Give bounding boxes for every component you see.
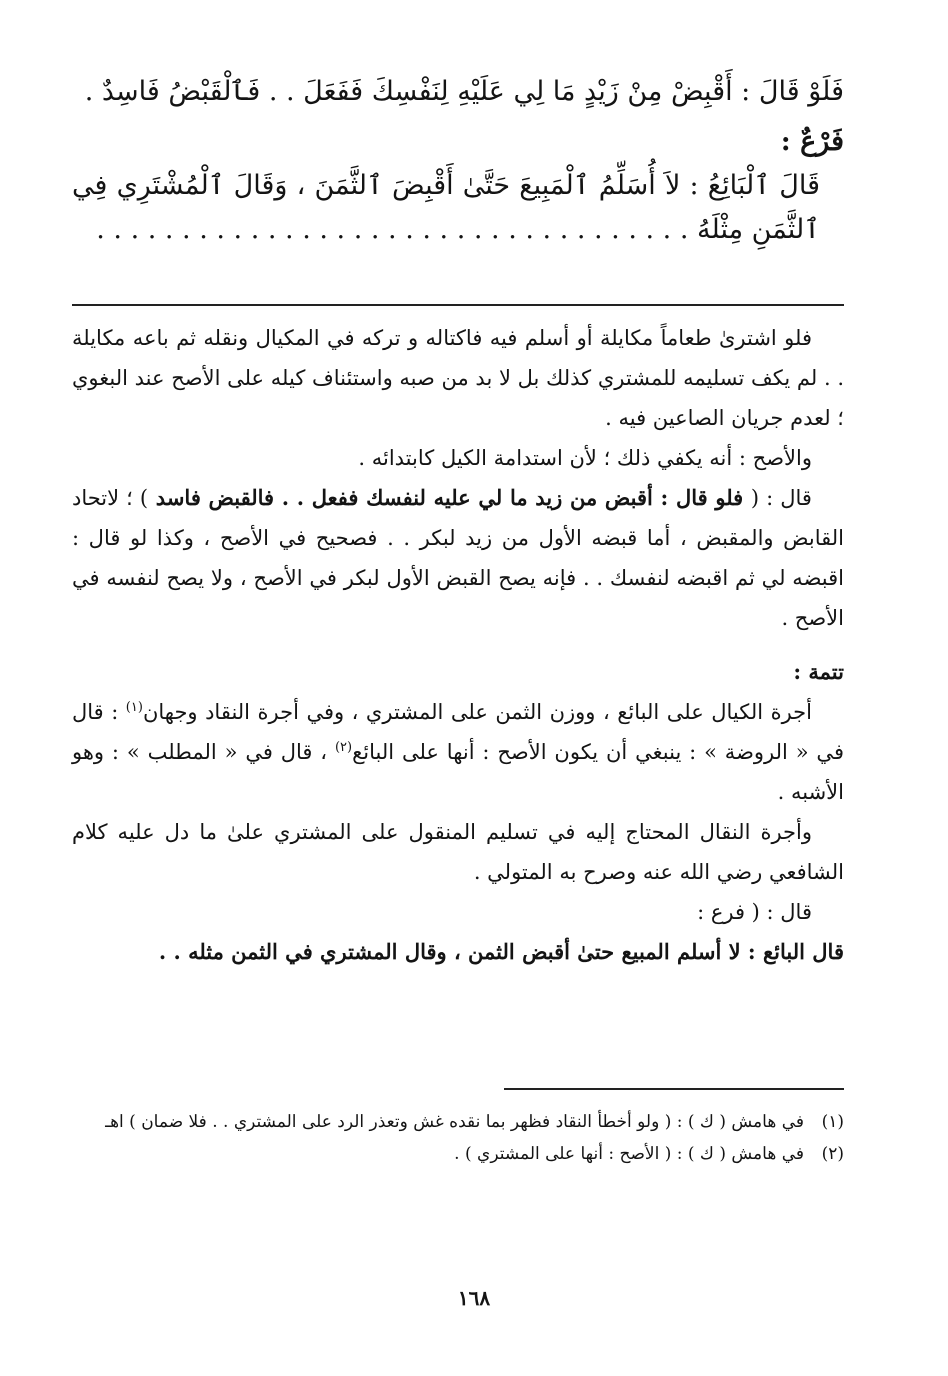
sharh-paragraph-2: والأصح : أنه يكفي ذلك ؛ لأن استدامة الكيل كابتدائه . (358, 446, 812, 470)
footnotes (72, 1106, 844, 1170)
sharh-p3-open: قال : ( (750, 486, 812, 510)
sharh-heading: تتمة : (793, 659, 844, 684)
sharh-paragraph-5: وأجرة النقال المحتاج إليه في تسليم المنقول على المشتري علىٰ ما دل عليه كلام الشافعي رضي الله عنه وصرح به المتولي . (72, 820, 844, 884)
footnote-2-number: (٢) (821, 1144, 844, 1164)
matn-line-1: فَلَوْ قَالَ : أَقْبِضْ مِنْ زَيْدٍ مَا لِي عَلَيْهِ لِنَفْسِكَ فَفَعَلَ . . فَٱلْقَبْضُ فَاسِدٌ . (84, 76, 844, 107)
sharh-paragraph-4 (72, 692, 844, 812)
sharh-p4-b: : قال في « الروضة » : ينبغي أن يكون الأصح : أنها على البائع (72, 700, 844, 764)
matn-line-3 (72, 164, 844, 252)
sharh-p4-a: أجرة الكيال على البائع ، ووزن الثمن على المشتري ، وفي أجرة النقاد وجهان (142, 700, 812, 724)
footnote-1 (72, 1106, 844, 1138)
matn-dots: . . . . . . . . . . . . . . . . . . . . . . . . . . . . . . . . . . . (96, 214, 689, 245)
sharh-paragraph-3 (72, 478, 844, 638)
sharh-paragraph-6: قال : ( فرع : (697, 900, 812, 924)
footnote-marker-1[interactable]: (١) (125, 700, 143, 715)
footnote-separator (504, 1088, 844, 1090)
main-text (72, 70, 844, 252)
sharh-p3-quote: فلو قال : أقبض من زيد ما لي عليه لنفسك ففعل . . فالقبض فاسد (148, 485, 751, 510)
page-number: ١٦٨ (457, 1286, 491, 1310)
footnote-2-text: في هامش ( ك ) : ( الأصح : أنها على المشتري ) . (454, 1144, 804, 1164)
footnote-1-number: (١) (821, 1112, 844, 1132)
sharh-p4-c: ، قال في « المطلب » : وهو الأشبه . (72, 740, 844, 804)
text-separator-rule (72, 304, 844, 306)
matn-heading: فَرْعٌ : (780, 126, 844, 157)
footnote-1-text: في هامش ( ك ) : ( ولو أخطأ النقاد فظهر بما نقده غش وتعذر الرد على المشتري . . فلا ضمان ) اهـ (105, 1112, 804, 1132)
matn-line-3-text: قَالَ ٱلْبَائِعُ : لاَ أُسَلِّمُ ٱلْمَبِيعَ حَتَّىٰ أَقْبِضَ ٱلثَّمَنَ ، وَقَالَ ٱلْمُشْتَرِي فِي ٱلثَّمَنِ مِثْلَهُ (72, 170, 820, 245)
sharh-paragraph-7: قال البائع : لا أسلم المبيع حتىٰ أقبض الثمن ، وقال المشتري في الثمن مثله . . (158, 939, 844, 964)
sharh-p3-rest: ) ؛ لاتحاد القابض والمقبض ، أما قبضه الأول من زيد لبكر . . فصحيح في الأصح ، وكذا لو قال : اقبضه لي ثم اقبضه لنفسك . . فإنه يصح القبض الأول لبكر في الأصح ، ولا يصح لنفسه في الأصح . (72, 486, 844, 630)
commentary-text (72, 318, 844, 972)
footnote-marker-2[interactable]: (٢) (334, 740, 353, 755)
sharh-paragraph-1: فلو اشترىٰ طعاماً مكايلة أو أسلم فيه فاكتاله و تركه في المكيال ونقله ثم باعه مكايلة . . لم يكف تسليمه للمشتري كذلك بل لا بد من صبه واستئناف كيله على الأصح عند البغوي ؛ لعدم جريان الصاعين فيه . (72, 326, 844, 430)
footnote-2 (72, 1138, 844, 1170)
